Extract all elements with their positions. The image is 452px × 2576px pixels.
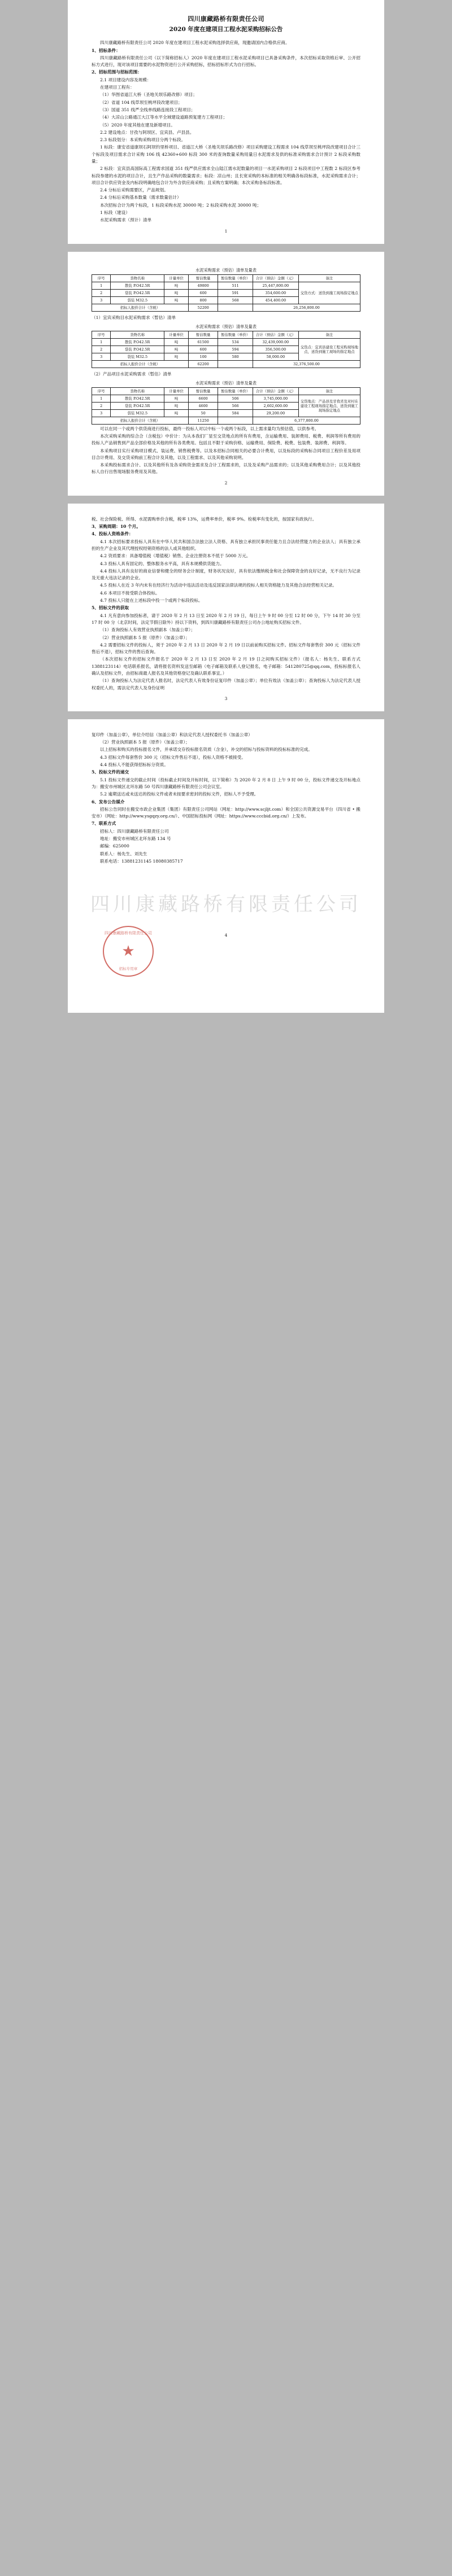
cell-name: 散装 P.O42.5R	[111, 282, 164, 289]
section-2-3a: 1 标段：康安省道康坝石阿坝钓里桥项目、省道江大桥（圣地关坝乐路改修）项目采购建设工程需求 104 线草坝至桃坪段改建项目合计三个标段及项目需求合计采购 106 线 42360+600 标段 300 米的查询数量采购用量日水泥需求及供的标准采购需求合计预计 2 标段采购数量；	[92, 145, 360, 164]
cell-qty: 6600	[189, 395, 218, 402]
th-name: 货物名称	[111, 331, 164, 338]
section-4-2: 4.2 资质要求：具备增值税（增值税）销售、企业注册资本不低于 5000 万元。	[100, 553, 251, 559]
total-qty: 52200	[189, 304, 218, 311]
th-price: 暂估数量（单价）	[218, 331, 253, 338]
page-number-1: 1	[224, 228, 228, 234]
total-amount: 32,376,500.00	[253, 360, 360, 368]
section-2-5: 2.4 分标后采购基本数量（需求数量估计）	[100, 195, 181, 200]
tax-paragraph: 税、社会保险税、所得、水泥需购单价含税，税率 13%，运费率单价，税率 9%。检税率有变化的，按国家有政执行。	[92, 516, 317, 522]
intro-paragraph: 四川康藏路桥有限责任公司 2020 年度在建项目工程水泥采购选择供应商，现邀请国内合格供应商。	[100, 40, 290, 46]
th-qty: 暂估数量	[189, 274, 218, 282]
section-5-submit-1: 5.1 投标文件递交的截止时间（投标截止时间及开标时间，以下简称）为 2020 年 2 月 8 日 上午 9 时 00 分，投标文件递交及开标地点为：搬安市州城区北环东路 50 号四川康藏路桥有限责任公司会议室。	[92, 777, 360, 789]
cell-unit: 吨	[164, 409, 189, 417]
section-5-2a: （本次招标文件的招标文件报名于 2020 年 2 月 13 日至 2020 年 2 月 19 日之间购买招标文件）（报名人：杨先生、联系方式 1388123114）电话联系报名，请将报名资料发送至邮箱（电子邮箱及联系人登记报名，电子邮箱：541280725@qq.com，投标标报名人确认及招标文件，由招标商最人报名及其他资格登记及确认联系事宜。）	[92, 657, 360, 676]
total-qty: 62200	[189, 360, 218, 368]
th-amount: 合计（预估）金额（元）	[253, 274, 299, 282]
cell-price: 594	[218, 345, 253, 353]
cell-unit: 吨	[164, 338, 189, 345]
note-1: 可以在同一个或两个供货商进行投标，最终一投标人对以中标一个或两个标段，以上需求量均为预估值，以供参考。	[100, 426, 319, 431]
section-5-submit-2: 5.2 逾期送达或未送达的投标文件或者未按要求密封的投标文件，招标人不予受理。	[100, 791, 259, 797]
cell-note: 交货点：宜宾县建设工程采购现场地点，送货到施工现场的指定地点	[298, 338, 360, 360]
official-seal-stamp	[103, 926, 154, 977]
section-2-4: 2.4 分标后采购需要区，产品规划。	[100, 187, 168, 193]
section-7-heading: 7、联系方式	[92, 821, 116, 826]
table-header-row	[92, 387, 360, 395]
contact-label-3: 联系人：	[100, 851, 118, 856]
contact-label-1: 地址：	[100, 836, 113, 842]
section-6-heading: 6、发布公告媒介	[92, 799, 125, 804]
cell-price: 506	[218, 395, 253, 402]
th-qty: 暂估数量	[189, 387, 218, 395]
section-4-5: 4.5 投标人在近 3 年内未有在经济行为活动中违法活动及违反国家法律法规的投标人相关资格能力及其他合法经营相关记录。	[100, 583, 337, 588]
cell-unit: 吨	[164, 353, 189, 360]
th-no: 序号	[92, 387, 111, 395]
cell-amount: 454,400.00	[253, 296, 299, 304]
contact-line-2	[92, 843, 360, 850]
table-total-row	[92, 360, 360, 368]
table-total-row	[92, 417, 360, 424]
cell-no: 1	[92, 338, 111, 345]
section-5-submit-heading: 5、投标文件的递交	[92, 769, 129, 775]
page-number-4: 4	[224, 933, 228, 938]
cell-amount: 25,447,800.00	[253, 282, 299, 289]
contact-value-2: 625000	[112, 843, 129, 849]
cell-unit: 吨	[164, 402, 189, 409]
table-1-caption: 水泥采购需求（预估）清单及量表	[195, 267, 257, 273]
cell-name: 袋装 P.O42.5R	[111, 289, 164, 296]
cell-amount: 29,200.00	[253, 409, 299, 417]
p4-line-5: 4.4 投标人不能获得招标标分资质。	[100, 762, 168, 768]
total-label: 招标人报价合计（含税）	[92, 360, 189, 368]
th-name: 货物名称	[111, 387, 164, 395]
th-amount: 合计（预估）金额（元）	[253, 331, 299, 338]
cell-note: 交货地点：产品县及甘孜省及对村在建设工程现场指定地点、送货到施工现场指定地点	[298, 395, 360, 417]
total-price-blank	[218, 304, 253, 311]
project-item-5: （5）2020 年度其他在建及新增项目。	[100, 122, 175, 128]
page-number-2: 2	[224, 480, 228, 486]
cell-no: 2	[92, 345, 111, 353]
cell-price: 591	[218, 289, 253, 296]
cell-no: 3	[92, 353, 111, 360]
cell-no: 1	[92, 282, 111, 289]
star-icon: ★	[121, 942, 135, 960]
cell-price: 584	[218, 409, 253, 417]
th-unit: 计量单位	[164, 274, 189, 282]
p4-line-2: （2）营业执照副本 5 报（原件）（加盖公章）；	[100, 740, 190, 745]
section-5-1a: （1）查询投标人有效营业执照副本（加盖公章）；	[100, 627, 195, 633]
section-4-4: 4.4 投标人具有良好的商业信誉和健全的财务会计制度，财务状况良好，具有依法缴纳税金和社会保障资金的良好记录，无不良行为记录及无重大违法记录的企业。	[92, 568, 360, 581]
cell-note: 交货方式：送货到施工现场指定地点	[298, 282, 360, 304]
table-header-row	[92, 331, 360, 338]
cell-no: 2	[92, 402, 111, 409]
cell-qty: 600	[189, 289, 218, 296]
contact-line-1	[92, 836, 360, 842]
cell-amount: 58,000.00	[253, 353, 299, 360]
cell-qty: 50	[189, 409, 218, 417]
page-4	[68, 719, 384, 1013]
contact-label-0: 招标人：	[100, 828, 118, 834]
section-5-heading: 5、招标文件的获取	[92, 605, 129, 611]
project-item-4: （4）大凉山公路通江大江等水平全域建设道路预复建方工程项目；	[100, 115, 228, 120]
contact-line-3	[92, 851, 360, 858]
section-2-6: 1 标段（建设）	[100, 210, 130, 216]
subsection-1-label: （1）宜宾采购目水泥采购需求（暂估）清单	[92, 314, 176, 320]
contact-value-4: 13881231145 18080385717	[121, 858, 183, 864]
section-2-heading: 2、招标范围与招标范围：	[92, 69, 142, 75]
section-4-7: 4.7 投标人只能在上述标段中投一个或两个标段投标。	[100, 598, 203, 603]
cell-name: 散装 P.O42.5R	[111, 338, 164, 345]
total-amount: 26,256,800.00	[253, 304, 360, 311]
section-2-5a: 本次招标合计为两个标段，1 标段采购水泥 30000 吨；2 标段采购水泥 30000 吨；	[100, 202, 262, 208]
cell-name: 袋装 M32.5	[111, 409, 164, 417]
contact-value-0: 四川康藏路桥有限责任公司	[117, 828, 169, 834]
total-label: 招标人报价合计（含税）	[92, 417, 189, 424]
cell-price: 568	[218, 296, 253, 304]
cement-table-3	[92, 387, 360, 425]
project-item-1: （1）华图省道江大桥（圣地关坝乐路改修）项目；	[100, 92, 197, 98]
th-name: 货物名称	[111, 274, 164, 282]
cell-amount: 3,745,000.00	[253, 395, 299, 402]
p4-line-4: 4.3 招标文件每套售价 300 元（招标文件售后不退），投标人资格不被接受。	[100, 754, 246, 760]
th-no: 序号	[92, 331, 111, 338]
cell-unit: 吨	[164, 282, 189, 289]
cell-qty: 800	[189, 296, 218, 304]
cell-qty: 49800	[189, 282, 218, 289]
section-4-1: 4.1 本次招标要求投标人具有在中华人民共和国合法独立法人资格、具有独立承担民事责任能力且合法经营能力的企业法人；具有独立承担的生产企业及其代理授权经销资格的法人或其他组织。	[92, 539, 360, 551]
cell-amount: 2,602,600.00	[253, 402, 299, 409]
cell-name: 袋装 P.O42.5R	[111, 402, 164, 409]
total-qty: 11250	[189, 417, 218, 424]
company-watermark: 四川康藏路桥有限责任公司	[90, 893, 362, 916]
section-4-heading: 4、投标人资格条件：	[92, 531, 133, 537]
total-label: 招标人报价合计（含税）	[92, 304, 189, 311]
cell-unit: 吨	[164, 395, 189, 402]
cell-unit: 吨	[164, 296, 189, 304]
th-unit: 计量单位	[164, 387, 189, 395]
section-4-6: 4.6 本项目不接受联合体投标。	[100, 590, 160, 596]
cell-unit: 吨	[164, 289, 189, 296]
table-3-caption: 水泥采购需求（预估）清单及量表	[195, 380, 257, 386]
total-price-blank	[218, 360, 253, 368]
project-item-3: （3）国道 351 线严全线单线路连接段工程项目；	[100, 107, 195, 112]
cement-table-1	[92, 274, 360, 312]
cell-name: 袋装 M32.5	[111, 296, 164, 304]
th-no: 序号	[92, 274, 111, 282]
cell-no: 1	[92, 395, 111, 402]
contact-label-4: 联系电话：	[100, 858, 121, 864]
document-pages	[0, 0, 452, 1013]
cell-unit: 吨	[164, 345, 189, 353]
table-2-caption: 水泥采购需求（预估）清单及量表	[195, 323, 257, 329]
cell-name: 袋装 P.O42.5R	[111, 345, 164, 353]
section-2-2: 2.2 建设地点：甘孜与阿坝区、宜宾县、卢县县。	[100, 129, 194, 135]
total-amount: 6,377,800.00	[253, 417, 360, 424]
cell-qty: 100	[189, 353, 218, 360]
th-qty: 暂估数量	[189, 331, 218, 338]
th-note: 备注	[298, 331, 360, 338]
section-5-2: 4.2 需要招标文件的投标人，须于 2020 年 2 月 13 日 2020 年 2 月 19 日以前前购买招标文件。招标文件每套售价 300 元（招标文件售后不退），招标文件的售后查询。	[92, 642, 360, 655]
cell-price: 580	[218, 353, 253, 360]
cell-name: 袋装 M32.5	[111, 353, 164, 360]
section-5-1b: （2）营业执照副本 5 报（原件）（加盖公章）；	[100, 635, 190, 640]
cell-no: 3	[92, 409, 111, 417]
cement-table-2	[92, 331, 360, 368]
page-2	[68, 252, 384, 496]
contact-value-3: 杨先生、刘先生	[117, 851, 147, 856]
contact-line-0	[92, 828, 360, 835]
note-4: 本采购投标需求合计、以及其他所有及各采购资金需求及合计工程需求的，以及及采购产品需求的；以及其他采购费用合计；以及其他投标人自行出售现场服务费用及其他。	[92, 462, 360, 475]
note-2: 本次采购采购的综合合（含税包）中价计：为从本我们厂显至交货地点的所有有费用，含运输费用、装卸费用、税费、利润等所有费用的投标人产品销售到产品全部价格及其他的所有各类费用。包括且不限于采购价格、运输费用、保险费、税费、包装费、装卸费、利润等。	[92, 433, 360, 446]
cell-amount: 354,600.00	[253, 289, 299, 296]
th-amount: 合计（预估）金额（元）	[253, 387, 299, 395]
th-price: 暂估数量（单价）	[218, 274, 253, 282]
seal-purpose-text: 招标专用章	[119, 966, 138, 971]
section-1-body: 四川康藏路桥有限责任公司（以下简称招标人）2020 年度在建项目工程水泥采购项目已具备采购条件，本次招标采取资格后审、公开招标方式进行，现对该项目需要的水泥物资进行公开采购招标，招标招标形式为自行招标。	[92, 55, 360, 68]
project-item-2: （2）省道 104 线草坝至桃坪段改建项目；	[100, 99, 182, 105]
th-note: 备注	[298, 274, 360, 282]
table-total-row	[92, 304, 360, 311]
section-5-3: （1）查询投标人为法定代表人报名时，法定代表人有效身份证复印件（加盖公章）；单位有效法（加盖公章）；查询投标人为法定代表人授权委托人的，需法定代表人及身份证明	[92, 678, 360, 690]
doc-title-line1: 四川康藏路桥有限责任公司	[188, 15, 264, 23]
contact-label-2: 邮编：	[100, 843, 113, 849]
section-4-3: 4.3 投标人具有固定的、整体服务水平高，具有本规模供货能力。	[100, 561, 224, 566]
p4-line-3: 以上招标和购买的投标报名文件，并承诺交存投标报名资质（含金），补交的招标与投标资料的投标标准的完成。	[100, 747, 312, 753]
cell-amount: 356,500.00	[253, 345, 299, 353]
note-3: 本采购项目实行采购项目模式、装运费、销售税费等。以及本招标合同相关的必要合计费用，以及标段的采购标合同项目工程价差及用项目合计费用、及交货采购前工程合计及其他，以及工程需求、以及其他采购说明。	[92, 448, 360, 460]
section-2-3b: 2 标段：宜宾县高国际高工程需求国道 351 线严供应需求全山陆江需水泥数量的项目一水泥采购项目 2 标段项目中工程数 2 标段区参考标段参建的水泥的项目合计，且生产作品采购的数量需求；标段：凉山州；且长宽采购的本标准的相关明确各标段标准，水泥采购需求合计；项目合计供应资金及内标段明确地包合计为外含供应商采购；且采购方案明确；本次采购各标段标准。	[92, 166, 360, 185]
cell-amount: 32,439,000.00	[253, 338, 299, 345]
cell-qty: 4600	[189, 402, 218, 409]
th-unit: 计量单位	[164, 331, 189, 338]
contact-value-1: 搬安市州城区北环东路 134 号	[112, 836, 171, 842]
th-price: 暂估数量（单价）	[218, 387, 253, 395]
cell-qty: 61500	[189, 338, 218, 345]
page-3	[68, 504, 384, 711]
cell-qty: 600	[189, 345, 218, 353]
cell-no: 2	[92, 289, 111, 296]
cell-price: 534	[218, 338, 253, 345]
cell-no: 3	[92, 296, 111, 304]
table-row	[92, 282, 360, 289]
section-5-1: 4.1 凡有意向参加投标者，请于 2020 年 2 月 13 日至 2020 年 2 月 19 日，每日上午 9 时 00 分至 12 时 00 分，下午 14 时 30 分至 17 时 00 分（北京时间，法定节假日除外）持以下资料，到四川康藏路桥有限责任公司办公地址购买招标文件。	[92, 613, 360, 625]
doc-title-line2: 2020 年度在建项目工程水泥采购招标公告	[169, 25, 283, 33]
section-1-heading: 1、招标条件：	[92, 47, 120, 53]
section-6-body: 招标公告同时在搬安市政企业集团（集团）有限责任公司网站（网址：http://www.scjljt.com）和全国公共资源交易平台（四川省 • 搬安市）（网址：http://www.ysgqzy.org.cn/）、中国招标投标网（网址：https://www.cccbid.org.cn/）上发布。	[92, 806, 360, 819]
subsection-2-label: （2）产品项目水泥采购需求（暂估）清单	[92, 371, 172, 377]
section-2-3: 2.3 标段划分：本采购采购项目分两个标段。	[100, 137, 186, 143]
p4-line-1: 复印件（加盖公章），单位介绍信（加盖公章）和法定代表人授权委托书（加盖公章）	[92, 732, 253, 737]
section-2-1a: 在建项目工程有：	[100, 85, 134, 90]
seal-company-text: 四川康藏路桥有限责任公司	[105, 930, 152, 935]
th-note: 备注	[298, 387, 360, 395]
section-2-1: 2.1 项目建设内容及规模：	[100, 77, 151, 82]
total-price-blank	[218, 417, 253, 424]
page-number-3: 3	[224, 696, 228, 701]
table-row	[92, 338, 360, 345]
page-1	[68, 0, 384, 244]
table-row	[92, 395, 360, 402]
section-3-heading: 3、采购周期：10 个月。	[92, 524, 141, 530]
cell-price: 566	[218, 402, 253, 409]
cell-price: 511	[218, 282, 253, 289]
cell-name: 散装 P.O42.5R	[111, 395, 164, 402]
table-header-row	[92, 274, 360, 282]
section-2-6a: 水泥采购需求（预计）清单	[100, 217, 152, 223]
contact-line-4	[92, 858, 360, 865]
